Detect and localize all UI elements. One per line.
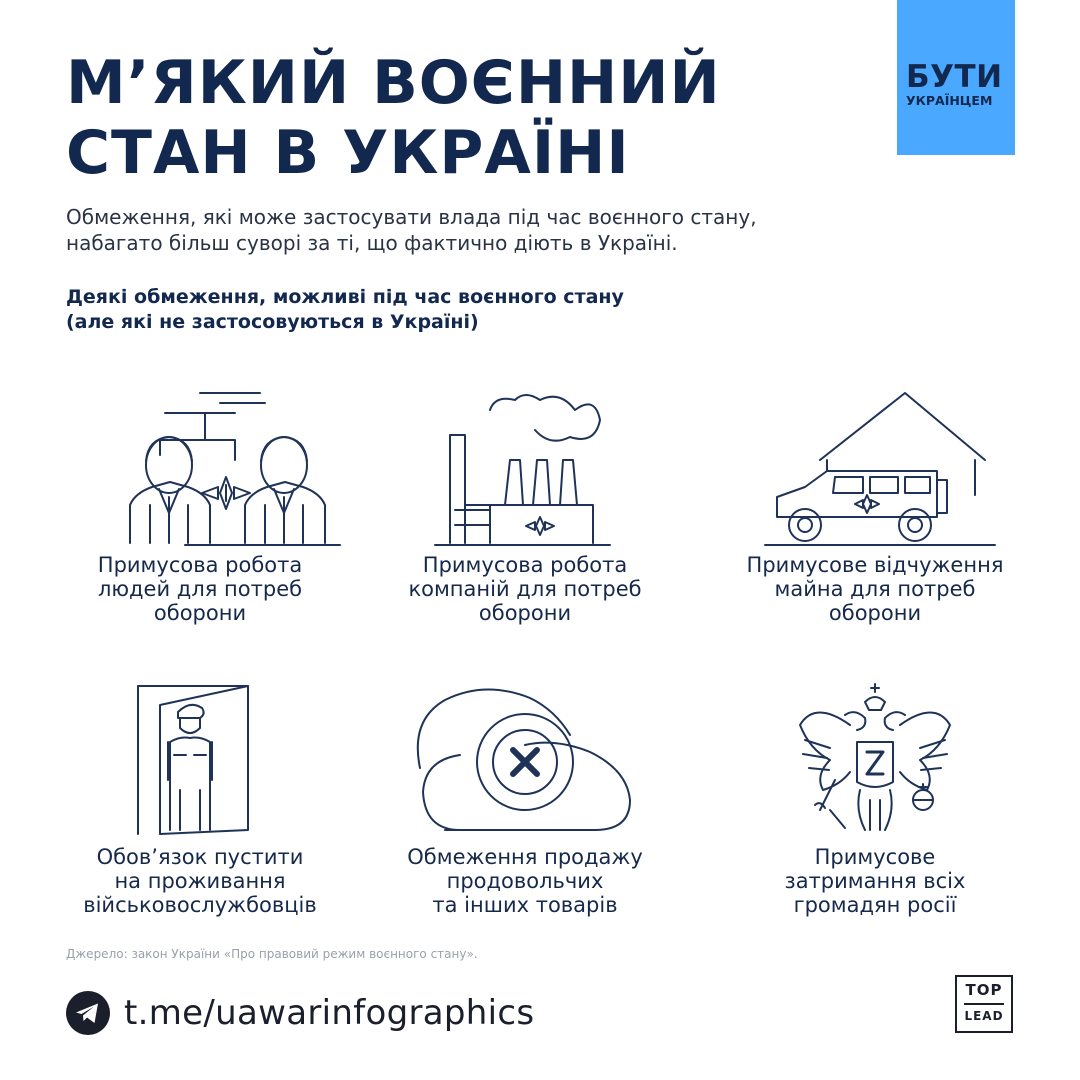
intro-line-2: набагато більш суворі за ті, що фактично діють в Україні. <box>66 231 678 255</box>
subhead-line-2: (але які не застосовуються в Україні) <box>66 311 479 333</box>
card-label <box>705 553 1045 625</box>
card-label-line-1: Примусове <box>814 845 936 869</box>
card-label-line-2: затримання всіх <box>784 869 966 893</box>
card-label-line-2: людей для потреб <box>97 577 303 601</box>
card-label <box>355 845 695 917</box>
telegram-icon <box>66 991 110 1035</box>
card-label-line-1: Примусове відчуження <box>746 553 1004 577</box>
bread-cross-icon <box>355 680 695 845</box>
intro-line-1: Обмеження, які може застосувати влада під час воєнного стану, <box>66 205 757 229</box>
soldier-door-icon <box>30 680 370 845</box>
eagle-emblem-icon <box>705 680 1045 845</box>
section-subheading <box>66 285 886 335</box>
vehicle-garage-icon <box>705 385 1045 550</box>
card-label-line-2: майна для потреб <box>774 577 976 601</box>
card-label <box>30 845 370 917</box>
telegram-link-text: t.me/uawarinfographics <box>124 993 535 1033</box>
card-forced-labor-companies <box>355 385 695 635</box>
card-forced-labor-people <box>30 385 370 635</box>
brand-line-2: УКРАЇНЦЕМ <box>906 93 993 108</box>
card-label-line-2: продовольчих <box>446 869 604 893</box>
brand-line-1: БУТИ <box>906 59 1003 95</box>
logo-top-text: TOP <box>965 981 1003 999</box>
card-detention <box>705 680 1045 930</box>
source-note: Джерело: закон України «Про правовий режим воєнного стану». <box>66 947 478 961</box>
card-label-line-3: оборони <box>828 601 922 625</box>
card-label-line-2: на проживання <box>114 869 286 893</box>
logo-bottom-text: LEAD <box>964 1009 1004 1023</box>
card-sales-restriction <box>355 680 695 930</box>
workers-icon <box>30 385 370 550</box>
page-title <box>66 48 721 188</box>
card-label-line-3: громадян росії <box>793 893 957 917</box>
telegram-link[interactable] <box>66 990 534 1036</box>
card-label-line-1: Примусова робота <box>97 553 303 577</box>
card-label <box>355 553 695 625</box>
toplead-logo <box>955 975 1013 1033</box>
card-label-line-3: військовослужбовців <box>83 893 317 917</box>
card-label-line-1: Примусова робота <box>422 553 628 577</box>
card-label-line-3: оборони <box>153 601 247 625</box>
logo-divider <box>964 1003 1004 1005</box>
factory-icon <box>355 385 695 550</box>
title-line-2: СТАН В УКРАЇНІ <box>66 118 630 188</box>
card-label-line-3: оборони <box>478 601 572 625</box>
brand-badge <box>897 0 1015 155</box>
subhead-line-1: Деякі обмеження, можливі під час воєнного стану <box>66 286 624 308</box>
card-label-line-1: Обмеження продажу <box>407 845 643 869</box>
title-line-1: М’ЯКИЙ ВОЄННИЙ <box>66 48 721 118</box>
intro-text <box>66 204 886 256</box>
card-label <box>705 845 1045 917</box>
card-label <box>30 553 370 625</box>
card-label-line-2: компаній для потреб <box>408 577 642 601</box>
card-property-seizure <box>705 385 1045 635</box>
card-label-line-1: Обов’язок пустити <box>96 845 304 869</box>
card-label-line-3: та інших товарів <box>432 893 618 917</box>
card-host-soldiers <box>30 680 370 930</box>
